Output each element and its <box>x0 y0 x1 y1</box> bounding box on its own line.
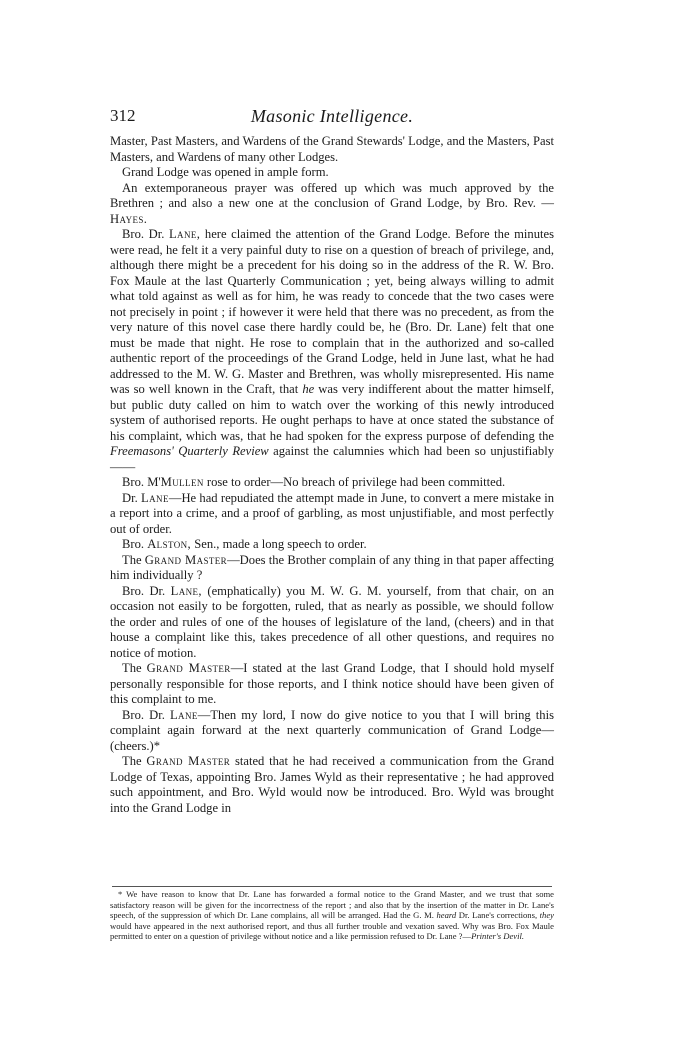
text-run: * We have reason to know that Dr. Lane has forwarded a formal notice to the Grand Master, and we trust that some satisfactory reason will be given for the incorrectness of the report ; and also that by the insertion of the matter in Dr. Lane's speech, of the suppression of which Dr. Lane complains, all will be arranged. Had the G. M. <box>110 889 554 920</box>
text-run: was very indifferent about the matter himself, but public duty called on him to watch over the working of this newly introduced system of authorised reports. He ought perhaps to have at once stated the substance of his complaint, which was, that he had spoken for the express purpose of defending the <box>110 382 554 443</box>
text-run: Bro. Dr. <box>122 227 169 241</box>
italic-text: heard <box>436 910 457 920</box>
text-run: —He had repudiated the attempt made in June, to convert a mere mistake in a report into a crime, and a proof of garbling, as most unjustifiable, and most perfectly out of order. <box>110 490 555 536</box>
paragraph <box>110 661 554 708</box>
paragraph <box>110 134 554 165</box>
text-run: stated that he had received a communication from the Grand Lodge of Texas, appointing Bro. James Wyld as their representative ; he had approved such appointment, and Bro. Wyld would now be introduced. Bro. Wyld was brought into the Grand Lodge in <box>110 754 554 815</box>
page-header <box>110 106 554 130</box>
paragraph <box>110 491 554 538</box>
paragraph <box>110 754 554 816</box>
footnote-rule <box>112 886 552 887</box>
text-run: The <box>122 552 145 567</box>
footnote-paragraph <box>110 889 554 942</box>
text-run: The <box>122 661 147 675</box>
speaker-name: Grand Master <box>146 661 231 675</box>
paragraph <box>110 584 554 662</box>
body-text <box>110 134 554 816</box>
text-run: Sen., made a long speech to order. <box>191 537 367 551</box>
text-run: rose to order—No breach of privilege had been committed. <box>203 475 506 489</box>
text-run: here claimed the attention of the Grand Lodge. Before the minutes were read, he felt it a very painful duty to rise on a question of breach of privilege, and, although there might be a precedent for his doing so in the address of the R. W. Bro. Fox Maule at the last Quarterly Communication ; yet, being always willing to admit what told against as well as for him, he was ready to concede that the two cases were not precisely in point ; if however it were held that there was no precedent, as from the very nature of this novel case there hardly could be, he (Bro. Dr. Lane) felt that one must be made that night. He rose to complain that in the authorized and so-called authentic report of the proceedings of the Grand Lodge, held in June last, what he had addressed to the M. W. G. Master and Brethren, was wholly misrepresented. His name was so well known in the Craft, that <box>110 227 555 396</box>
text-run: would have appeared in the next authorised report, and thus all further trouble and vexation saved. Why was Bro. Fox Maule permitted to enter on a question of privilege without notice and a like permission refused to Dr. Lane ?— <box>110 920 554 941</box>
text-run: Master, Past Masters, and Wardens of the Grand Stewards' Lodge, and the Masters, Past Masters, and Wardens of many other Lodges. <box>110 134 554 164</box>
text-run: Bro. M' <box>122 475 161 489</box>
text-run: Bro. Dr. <box>122 707 170 722</box>
speaker-name: Grand Master <box>144 552 228 567</box>
paragraph <box>110 708 554 755</box>
text-run: —Does the Brother complain of any thing in that paper affecting him individually ? <box>110 552 554 582</box>
speaker-name: Lane, <box>170 583 202 598</box>
speaker-name: Lane, <box>168 227 201 241</box>
text-run: (emphatically) you M. W. G. M. yourself, from that chair, on an occasion not easily to be forgotten, ruled, that as nearly as possible, we should follow the order and rules of one of the houses of legislature of the land, (cheers) and in that house a complaint like this, takes precedence of all other questions, and requires no notice of motion. <box>110 583 554 660</box>
italic-text: he <box>302 382 315 396</box>
paragraph <box>110 181 554 228</box>
footnote <box>110 889 554 942</box>
paragraph <box>110 553 554 584</box>
text-run: An extemporaneous prayer was offered up which was much approved by the Brethren ; and also a new one at the conclusion of Grand Lodge, by Bro. Rev. — <box>110 180 554 210</box>
speaker-name: Lane <box>141 490 169 505</box>
paragraph <box>110 537 554 553</box>
speaker-name: Alston, <box>147 537 192 551</box>
speaker-name: Grand Master <box>146 754 231 768</box>
text-run: against the calumnies which had been so unjustifiably—— <box>110 444 554 474</box>
italic-text: they <box>539 910 554 920</box>
italic-text: Printer's Devil. <box>471 931 524 941</box>
running-title: Masonic Intelligence. <box>250 106 414 126</box>
page-number: 312 <box>110 106 136 125</box>
paragraph <box>110 165 554 181</box>
italic-text: Freemasons' Quarterly Review <box>110 444 269 458</box>
text-run: —I stated at the last Grand Lodge, that I should hold myself personally responsible for those reports, and I think notice should have been given of this complaint to me. <box>110 661 554 706</box>
text-run: Dr. Lane's corrections, <box>456 910 540 920</box>
speaker-name: Mullen <box>160 475 204 489</box>
paragraph <box>110 227 554 475</box>
text-run: Dr. <box>122 490 142 505</box>
paragraph <box>110 475 554 491</box>
speaker-name: Hayes. <box>110 211 148 226</box>
text-run: The <box>122 754 147 768</box>
text-run: —Then my lord, I now do give notice to you that I will bring this complaint again forward at the next quarterly communication of Grand Lodge—(cheers.)* <box>110 707 554 753</box>
speaker-name: Lane <box>169 707 198 722</box>
text-run: Grand Lodge was opened in ample form. <box>122 165 329 179</box>
text-run: Bro. Dr. <box>122 583 171 598</box>
text-run: Bro. <box>122 537 148 551</box>
